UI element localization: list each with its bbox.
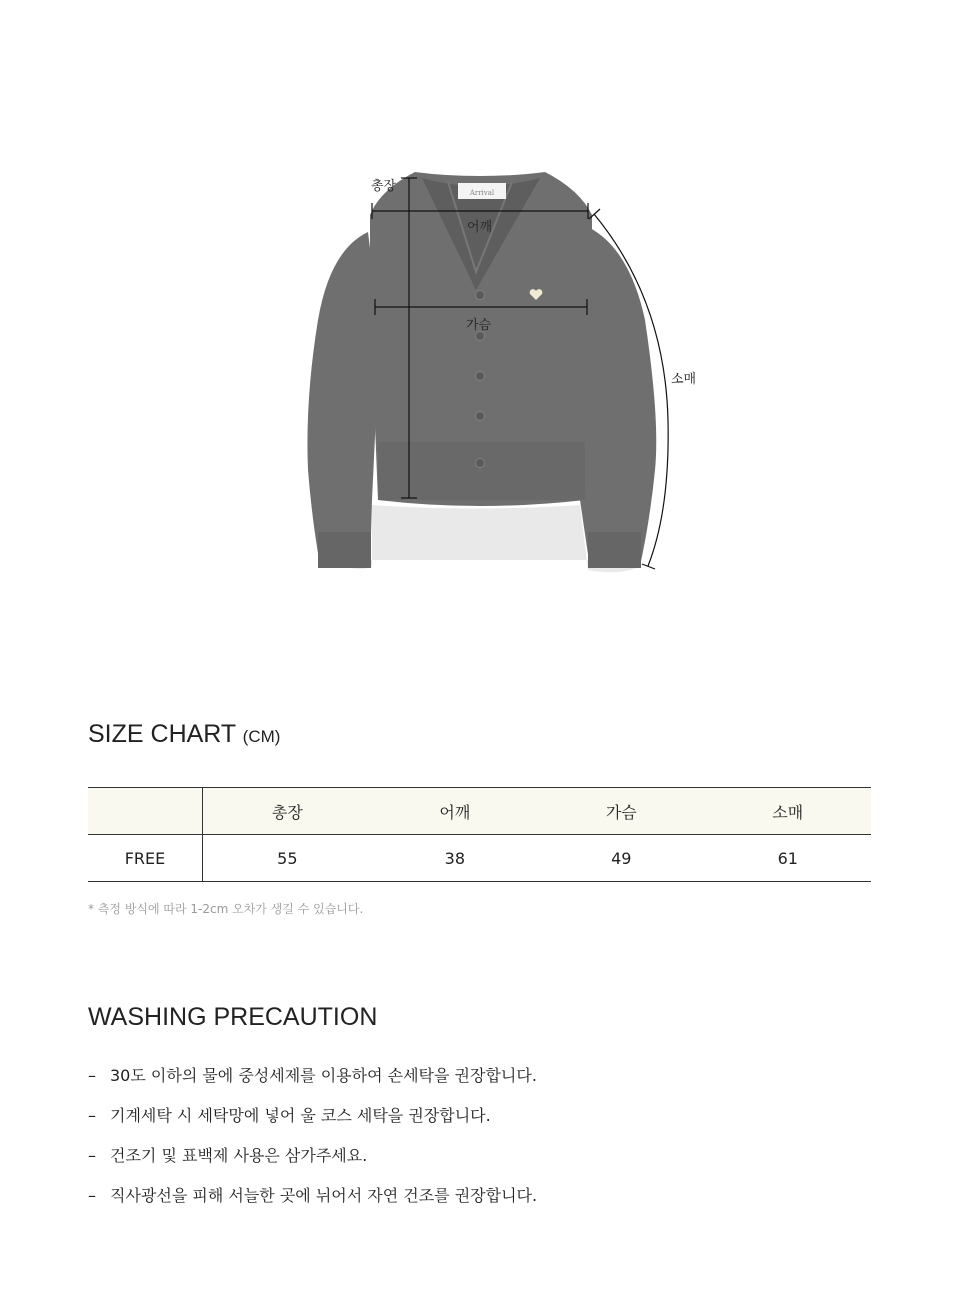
header-cell-chest: 가슴: [605, 802, 637, 822]
row-size: FREE: [88, 835, 203, 882]
size-table-header: [88, 788, 871, 835]
washing-title: WASHING PRECAUTION: [88, 1003, 378, 1031]
list-item: [88, 1143, 537, 1183]
header-cell-length: 총장: [271, 802, 303, 822]
size-chart-title: [88, 720, 280, 749]
washing-item-4: 직사광선을 피해 서늘한 곳에 뉘어서 자연 건조를 권장합니다.: [110, 1186, 538, 1205]
length-label: 총장: [371, 179, 397, 194]
size-table: [88, 787, 871, 882]
table-row: [88, 835, 871, 882]
bullet: –: [88, 1066, 96, 1085]
header-cell-size: [88, 788, 203, 835]
washing-item-3: 건조기 및 표백제 사용은 삼가주세요.: [110, 1146, 368, 1165]
row-sleeve: 61: [777, 848, 798, 868]
list-item: [88, 1063, 537, 1103]
washing-list: [88, 1063, 537, 1223]
bullet: –: [88, 1186, 96, 1205]
bullet: –: [88, 1106, 96, 1125]
size-chart-unit: (CM): [242, 727, 281, 746]
shoulder-label: 어깨: [467, 220, 493, 235]
row-length: 55: [277, 848, 298, 868]
chest-label: 가슴: [466, 318, 492, 333]
row-chest: 49: [611, 848, 632, 868]
bullet: –: [88, 1146, 96, 1165]
list-item: [88, 1183, 537, 1223]
brand-tag: Arrival: [469, 189, 495, 197]
header-cell-sleeve: 소매: [772, 802, 804, 822]
list-item: [88, 1103, 537, 1143]
size-chart-heading: SIZE CHART: [88, 720, 236, 748]
row-shoulder: 38: [444, 848, 466, 868]
washing-item-1: 30도 이하의 물에 중성세제를 이용하여 손세탁을 권장합니다.: [110, 1066, 537, 1085]
sleeve-label: 소매: [671, 372, 697, 387]
header-cell-shoulder: 어깨: [439, 802, 471, 822]
washing-item-2: 기계세탁 시 세탁망에 넣어 울 코스 세탁을 권장합니다.: [110, 1106, 491, 1125]
garment-figure: [0, 0, 960, 640]
measurement-note: * 측정 방식에 따라 1-2cm 오차가 생길 수 있습니다.: [88, 902, 364, 916]
